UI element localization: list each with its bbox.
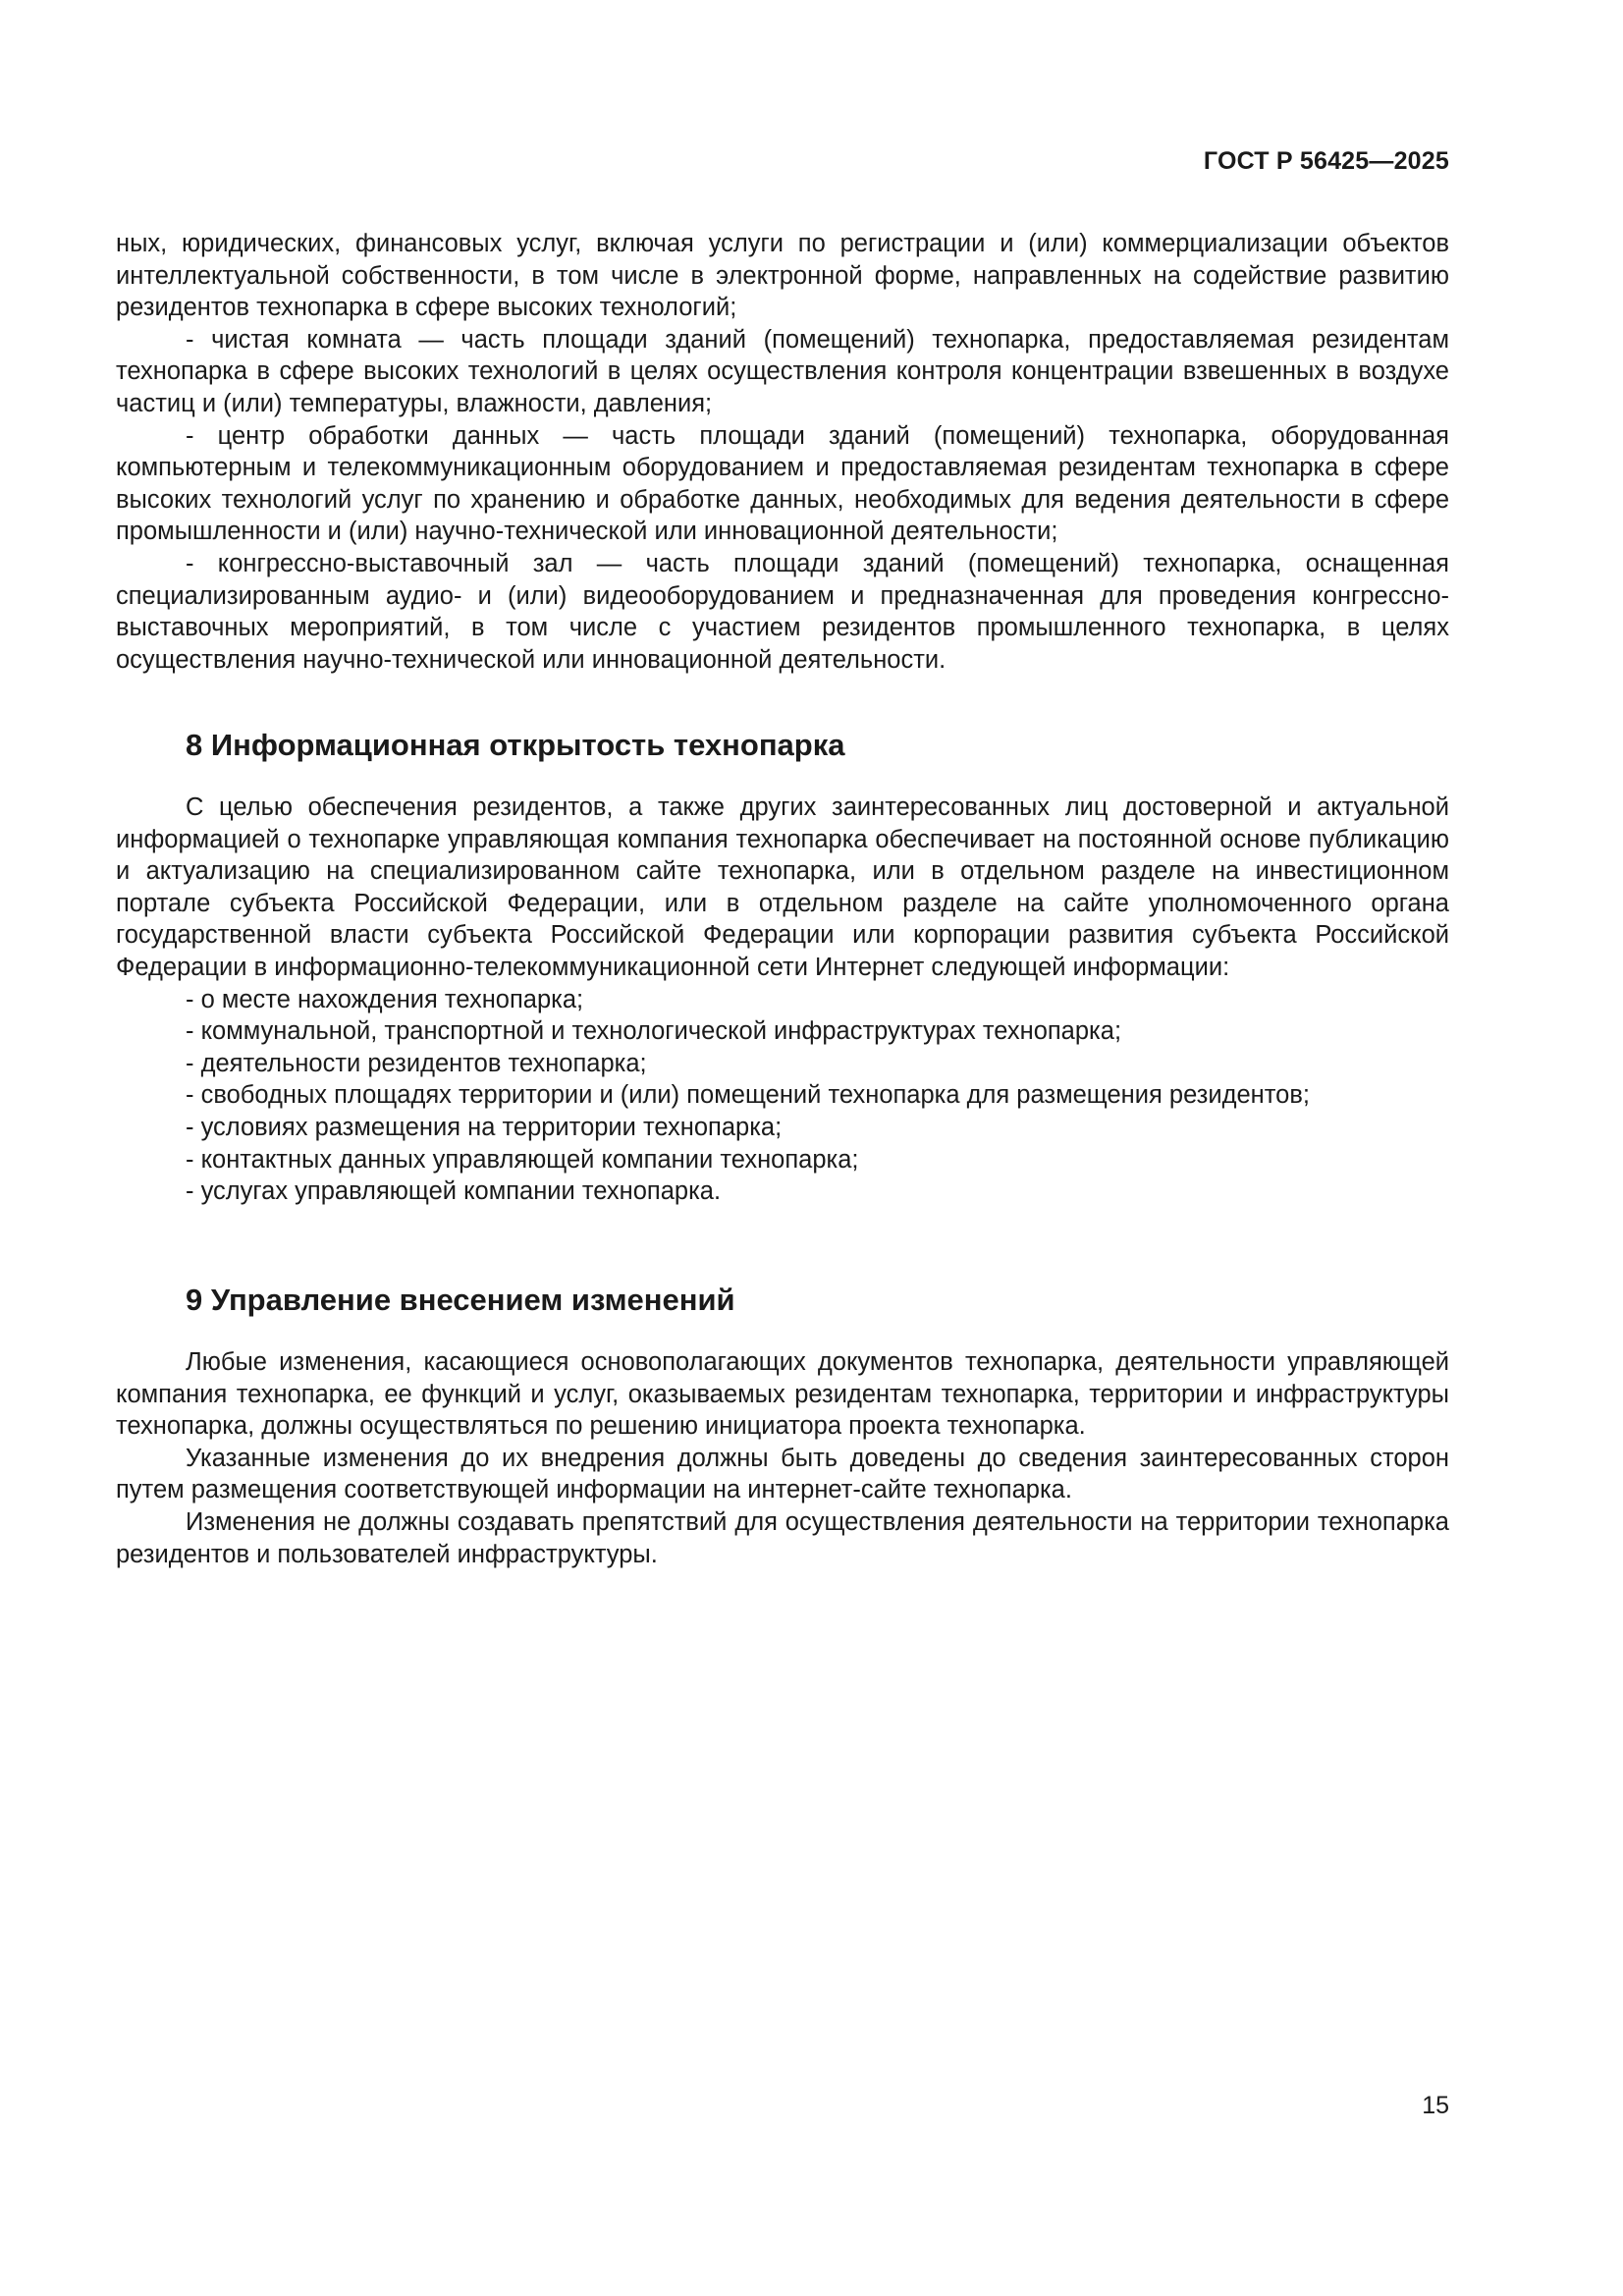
document-code: ГОСТ Р 56425—2025 [1203, 147, 1449, 175]
list-item: - свободных площадях территории и (или) помещений технопарка для размещения резидентов; [186, 1081, 1310, 1110]
definition-data-center: - центр обработки данных — часть площади зданий (помещений) технопарка, оборудованная компьютерным и телекоммуникационным оборудованием и предоставляемая резидентам технопарка в сфере высоких технологий услуг по хранению и обработке данных, необходимых для ведения деятельности в сфере промышленности и (или) научно-технической или инновационной деятельности; [116, 421, 1449, 546]
section-9-body [116, 1346, 1449, 1570]
page-number: 15 [1422, 2092, 1449, 2119]
definition-clean-room: - чистая комната — часть площади зданий (помещений) технопарка, предоставляемая резидентам технопарка в сфере высоких технологий в целях осуществления контроля концентрации взвешенных в воздухе частиц и (или) температуры, влажности, давления; [116, 325, 1449, 417]
section-8-body [116, 792, 1449, 1208]
list-item: - услугах управляющей компании технопарка. [186, 1177, 722, 1206]
continuation-paragraph: ных, юридических, финансовых услуг, включая услуги по регистрации и (или) коммерциализации объектов интеллектуальной собственности, в том числе в электронной форме, направленных на содействие развитию резидентов технопарка в сфере высоких технологий; [116, 230, 1449, 322]
list-item: - коммунальной, транспортной и технологической инфраструктурах технопарка; [186, 1017, 1122, 1046]
definition-congress-hall: - конгрессно-выставочный зал — часть площади зданий (помещений) технопарка, оснащенная специализированным аудио- и (или) видеооборудованием и предназначенная для проведения конгрессно-выставочных мероприятий, в том числе с участием резидентов промышленного технопарка, в целях осуществления научно-технической или инновационной деятельности. [116, 549, 1449, 674]
list-item: - деятельности резидентов технопарка; [186, 1049, 647, 1077]
section-9-heading: 9 Управление внесением изменений [186, 1283, 735, 1317]
list-item: - контактных данных управляющей компании технопарка; [186, 1145, 859, 1174]
section-9-paragraph: Любые изменения, касающиеся основополагающих документов технопарка, деятельности управляющей компания технопарка, ее функций и услуг, оказываемых резидентам технопарка, территории и инфраструктуры технопарка, должны осуществляться по решению инициатора проекта технопарка. [116, 1348, 1449, 1441]
list-item: - о месте нахождения технопарка; [186, 985, 584, 1013]
section-8-heading: 8 Информационная открытость технопарка [186, 728, 845, 762]
list-item: - условиях размещения на территории технопарка; [186, 1113, 783, 1141]
section-9-paragraph: Указанные изменения до их внедрения должны быть доведены до сведения заинтересованных сторон путем размещения соответствующей информации на интернет-сайте технопарка. [116, 1444, 1449, 1504]
section-8-intro: С целью обеспечения резидентов, а также других заинтересованных лиц достоверной и актуальной информацией о технопарке управляющая компания технопарка обеспечивает на постоянной основе публикацию и актуализацию на специализированном сайте технопарка, или в отдельном разделе на инвестиционном портале субъекта Российской Федерации, или в отдельном разделе на сайте уполномоченного органа государственной власти субъекта Российской Федерации или корпорации развития субъекта Российской Федерации в информационно-телекоммуникационной сети Интернет следующей информации: [116, 793, 1449, 981]
section-9-paragraph: Изменения не должны создавать препятствий для осуществления деятельности на территории технопарка резидентов и пользователей инфраструктуры. [116, 1507, 1449, 1568]
definitions-block [116, 228, 1449, 676]
